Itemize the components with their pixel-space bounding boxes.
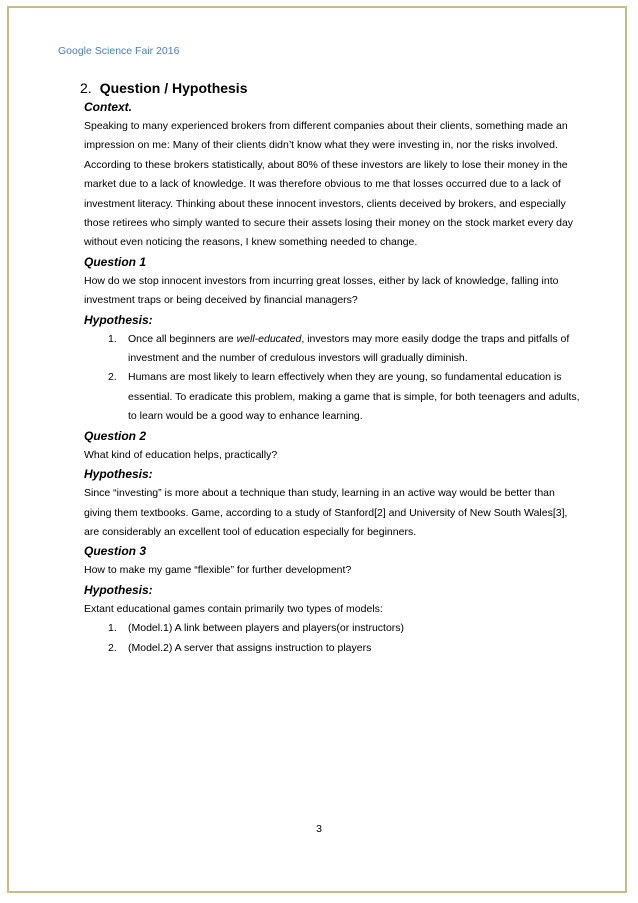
list-item: [84, 330, 584, 369]
hypothesis-1-list: [84, 330, 584, 427]
list-item-text: Once all beginners are: [128, 332, 237, 345]
list-item: [84, 619, 584, 638]
list-marker: 2.: [108, 641, 117, 654]
context-paragraph: Speaking to many experienced brokers from different companies about their clients, something made an impression on me: Many of their clients didn’t know what they were investing in, nor the risks involved. According to these brokers statistically, about 80% of these investors are likely to lose their money in the market due to a lack of knowledge. It was therefore obvious to me that losses occurred due to a lack of investment literacy. Thinking about these innocent investors, clients deceived by brokers, and especially those retirees who simply wanted to secure their assets losing their money on the stock market every day without even noticing the reasons, I knew something needed to change.: [84, 120, 574, 249]
list-marker: 1.: [108, 622, 117, 635]
hypothesis-2-heading: Hypothesis:: [84, 467, 153, 482]
list-item-emphasis: well-educated: [236, 332, 302, 345]
question-1-text: How do we stop innocent investors from incurring great losses, either by lack of knowledge, falling into investment traps or being deceived by financial managers?: [84, 274, 559, 307]
hypothesis-3-list: [84, 619, 584, 658]
question-3-text: How to make my game “flexible” for further development?: [84, 564, 352, 577]
list-item-text: , investors may more easily dodge the traps and pitfalls of investment and the number of credulous investors will gradually diminish.: [128, 332, 570, 365]
running-header: Google Science Fair 2016: [58, 45, 180, 57]
list-item-text: Humans are most likely to learn effectively when they are young, so fundamental education is essential. To eradicate this problem, making a game that is simple, for both teenagers and adults, to learn would be a good way to enhance learning.: [128, 371, 580, 423]
hypothesis-1-heading: Hypothesis:: [84, 312, 153, 327]
list-marker: 2.: [108, 371, 117, 384]
list-item-text: (Model.1) A link between players and players(or instructors): [128, 622, 405, 635]
question-2-text: What kind of education helps, practically?: [84, 448, 278, 461]
document-body: [80, 78, 584, 658]
context-heading: Context.: [84, 100, 132, 114]
section-number: 2.: [80, 80, 92, 96]
list-marker: 1.: [108, 332, 117, 345]
list-item: [84, 639, 584, 658]
hypothesis-3-text: Extant educational games contain primarily two types of models:: [84, 602, 383, 615]
question-2-heading: Question 2: [84, 428, 147, 443]
section-title: [80, 78, 584, 98]
question-1-heading: Question 1: [84, 254, 147, 269]
page-number: 3: [316, 823, 322, 835]
list-item-text: (Model.2) A server that assigns instruction to players: [128, 641, 372, 654]
list-item: [84, 368, 584, 426]
section-title-text: Question / Hypothesis: [99, 80, 248, 96]
question-3-heading: Question 3: [84, 544, 147, 559]
hypothesis-3-heading: Hypothesis:: [84, 582, 153, 597]
hypothesis-2-text: Since “investing” is more about a technique than study, learning in an active way would be better than giving them textbooks. Game, according to a study of Stanford[2] and University of New South Wales[3], are considerably an excellent tool of education especially for beginners.: [84, 487, 568, 538]
